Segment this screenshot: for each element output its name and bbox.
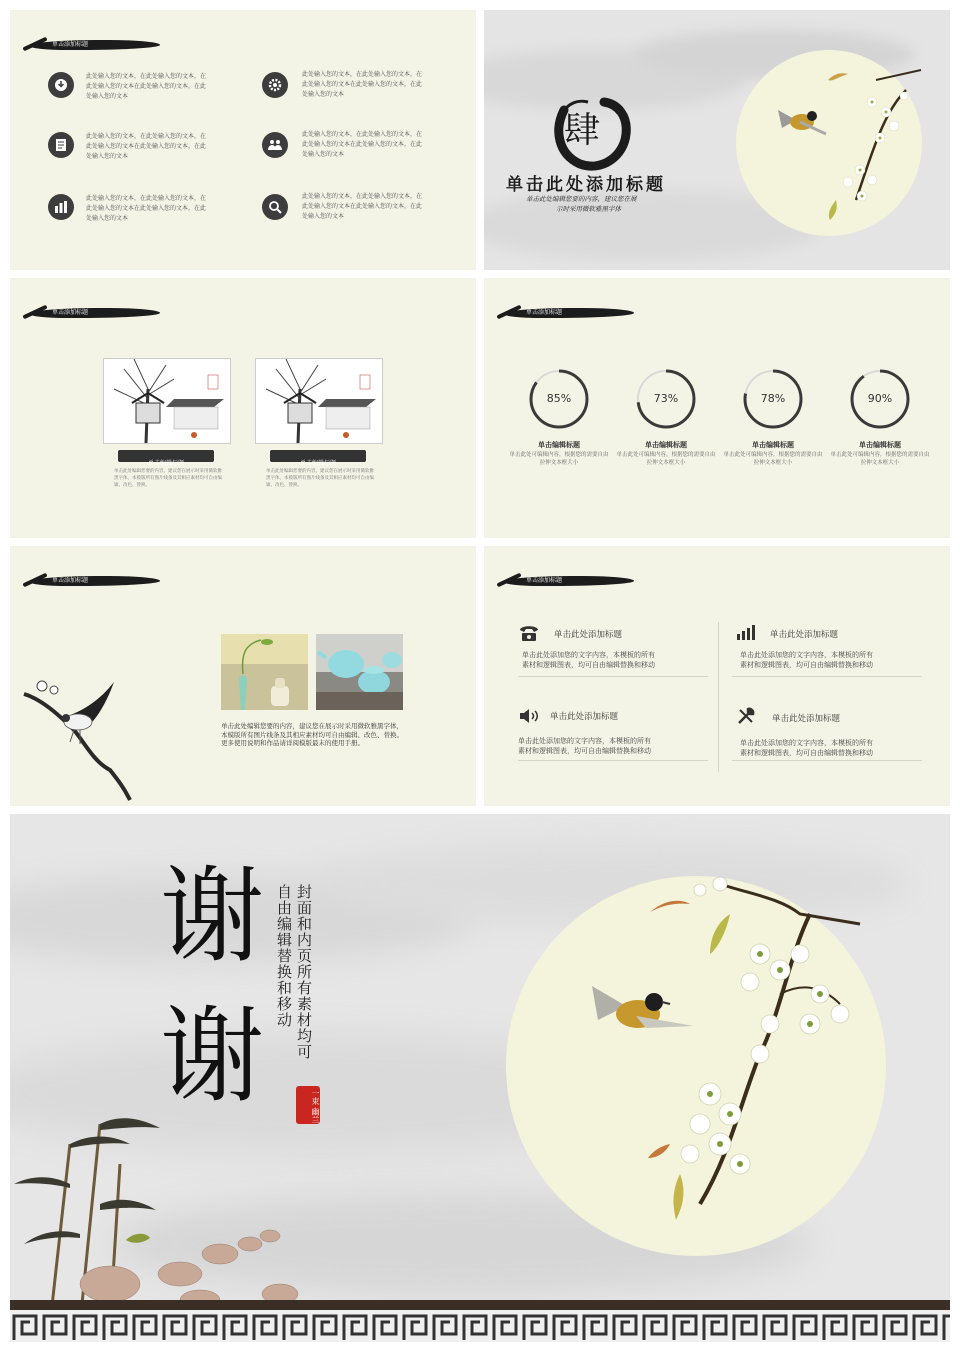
bamboo-stones-illustration	[10, 1104, 310, 1324]
ring-value: 85%	[546, 392, 572, 405]
slide-1[interactable]	[10, 10, 476, 270]
feature-desc: 单击此处添加您的文字内容，本模板的所有	[740, 651, 873, 659]
slide-2[interactable]	[484, 10, 950, 270]
slide-body-text: 单击此处编辑您要的内容，建议您在展示时采用微软雅黑字体，本模版所有图片线条及其相应素材均可自由编辑、改色、替换。更多使用说明和作品请详阅模版最末的使用手册。	[221, 722, 403, 747]
divider	[518, 676, 708, 677]
slide-3[interactable]	[10, 278, 476, 538]
download-icon	[48, 72, 74, 98]
teapot-photo	[316, 634, 403, 710]
ring-value: 90%	[867, 392, 893, 405]
ink-tree-house-image	[255, 358, 383, 444]
ring-title: 单击编辑标题	[645, 441, 687, 449]
vertical-text-2: 自由编辑替换和移动	[275, 884, 293, 1028]
slide-title-brush	[22, 34, 162, 56]
bar-chart-icon	[48, 194, 74, 220]
ring-desc: 单击此处可编辑内容，根据您的需要自由拉伸文本框大小	[616, 452, 716, 466]
ring-desc: 单击此处可编辑内容，根据您的需要自由拉伸文本框大小	[830, 452, 930, 466]
card-label: 单击编辑标题	[299, 460, 336, 467]
seal-text: 一束 幽兰	[311, 1089, 320, 1124]
slide-title: 单击添加标题	[52, 41, 89, 48]
slide-title-brush	[496, 570, 636, 592]
progress-ring	[742, 368, 804, 430]
ink-bird-branch	[14, 670, 144, 806]
item-text: 此处输入您的文本，在此处输入您的文本，在此处输入您的文本在此处输入您的文本，在此处输入您的文本	[302, 131, 423, 158]
ring-value: 73%	[653, 392, 679, 405]
ring-value: 78%	[760, 392, 786, 405]
thanks-char-2: 谢	[160, 995, 265, 1117]
slide-title: 单击添加标题	[52, 309, 89, 316]
ring-desc: 单击此处可编辑内容，根据您的需要自由拉伸文本框大小	[509, 452, 609, 466]
slide-7-thanks[interactable]	[10, 814, 950, 1342]
item-text: 此处输入您的文本，在此处输入您的文本，在此处输入您的文本在此处输入您的文本，在此处输入您的文本	[86, 73, 207, 100]
card-label-button[interactable]	[118, 450, 214, 467]
slide-title: 单击添加标题	[52, 577, 89, 584]
feature-desc: 单击此处添加您的文字内容，本模板的所有	[518, 737, 651, 745]
feature-title: 单击此处添加标题	[772, 714, 841, 724]
people-icon	[262, 132, 288, 158]
divider	[718, 622, 719, 772]
card-label: 单击编辑标题	[147, 460, 184, 467]
item-text: 此处输入您的文本，在此处输入您的文本，在此处输入您的文本在此处输入您的文本，在此处输入您的文本	[302, 71, 423, 98]
progress-ring	[635, 368, 697, 430]
thanks-char-1: 谢	[160, 855, 265, 977]
blossom-branch	[630, 874, 890, 1234]
cover-subtitle-2: 示时采用微软雅黑字体	[556, 205, 621, 213]
item-text: 此处输入您的文本，在此处输入您的文本，在此处输入您的文本在此处输入您的文本，在此处输入您的文本	[86, 195, 207, 222]
divider	[732, 760, 922, 761]
seal-character: 肆	[564, 110, 601, 151]
feature-title: 单击此处添加标题	[550, 712, 619, 722]
bird-illustration	[586, 976, 698, 1046]
feature-desc: 单击此处添加您的文字内容，本模板的所有	[522, 651, 655, 659]
slide-5[interactable]	[10, 546, 476, 806]
feature-desc: 单击此处添加您的文字内容，本模板的所有	[740, 739, 873, 747]
slide-title-brush	[22, 302, 162, 324]
lattice-border	[10, 1300, 950, 1342]
vase-photo	[221, 634, 308, 710]
ring-title: 单击编辑标题	[752, 441, 794, 449]
slide-4[interactable]	[484, 278, 950, 538]
ring-title: 单击编辑标题	[538, 441, 580, 449]
feature-title: 单击此处添加标题	[770, 630, 839, 640]
item-text: 此处输入您的文本，在此处输入您的文本，在此处输入您的文本在此处输入您的文本，在此处输入您的文本	[302, 193, 423, 220]
card-desc: 单击此处编辑您要的内容，建议您在展示时采用微软雅黑字体，本模版所有图片线条及其相应素材均可自由编辑、改色、替换。	[114, 469, 222, 488]
speaker-icon	[518, 708, 540, 724]
feature-desc: 素材和逻辑图表，均可自由编辑替换和移动	[740, 661, 873, 669]
ink-tree-house-image	[103, 358, 231, 444]
progress-ring	[849, 368, 911, 430]
bird-illustration	[774, 102, 830, 142]
feature-desc: 素材和逻辑图表，均可自由编辑替换和移动	[518, 747, 651, 755]
telephone-icon	[518, 624, 540, 642]
search-icon	[262, 194, 288, 220]
slide-title-brush	[22, 570, 162, 592]
gear-icon	[262, 72, 288, 98]
signal-bars-icon	[736, 624, 756, 640]
card-desc: 单击此处编辑您要的内容，建议您在展示时采用微软雅黑字体，本模版所有图片线条及其相应素材均可自由编辑、改色、替换。	[266, 469, 374, 488]
feature-desc: 素材和逻辑图表，均可自由编辑替换和移动	[740, 749, 873, 757]
document-icon	[48, 132, 74, 158]
divider	[732, 676, 922, 677]
tools-icon	[736, 706, 756, 726]
slide-title: 单击添加标题	[526, 577, 563, 584]
slide-title: 单击添加标题	[526, 309, 563, 316]
card-label-button[interactable]	[270, 450, 366, 467]
feature-title: 单击此处添加标题	[554, 630, 623, 640]
progress-ring	[528, 368, 590, 430]
ring-title: 单击编辑标题	[859, 441, 901, 449]
divider	[518, 760, 708, 761]
cover-title: 单击此处添加标题	[506, 175, 666, 195]
slide-6[interactable]	[484, 546, 950, 806]
item-text: 此处输入您的文本，在此处输入您的文本，在此处输入您的文本在此处输入您的文本，在此处输入您的文本	[86, 133, 207, 160]
slide-title-brush	[496, 302, 636, 324]
vertical-text-1: 封面和内页所有素材均可	[295, 884, 313, 1060]
ring-desc: 单击此处可编辑内容，根据您的需要自由拉伸文本框大小	[723, 452, 823, 466]
feature-desc: 素材和逻辑图表，均可自由编辑替换和移动	[522, 661, 655, 669]
cover-subtitle-1: 单击此处编辑您要的内容，建议您在展	[526, 195, 637, 203]
